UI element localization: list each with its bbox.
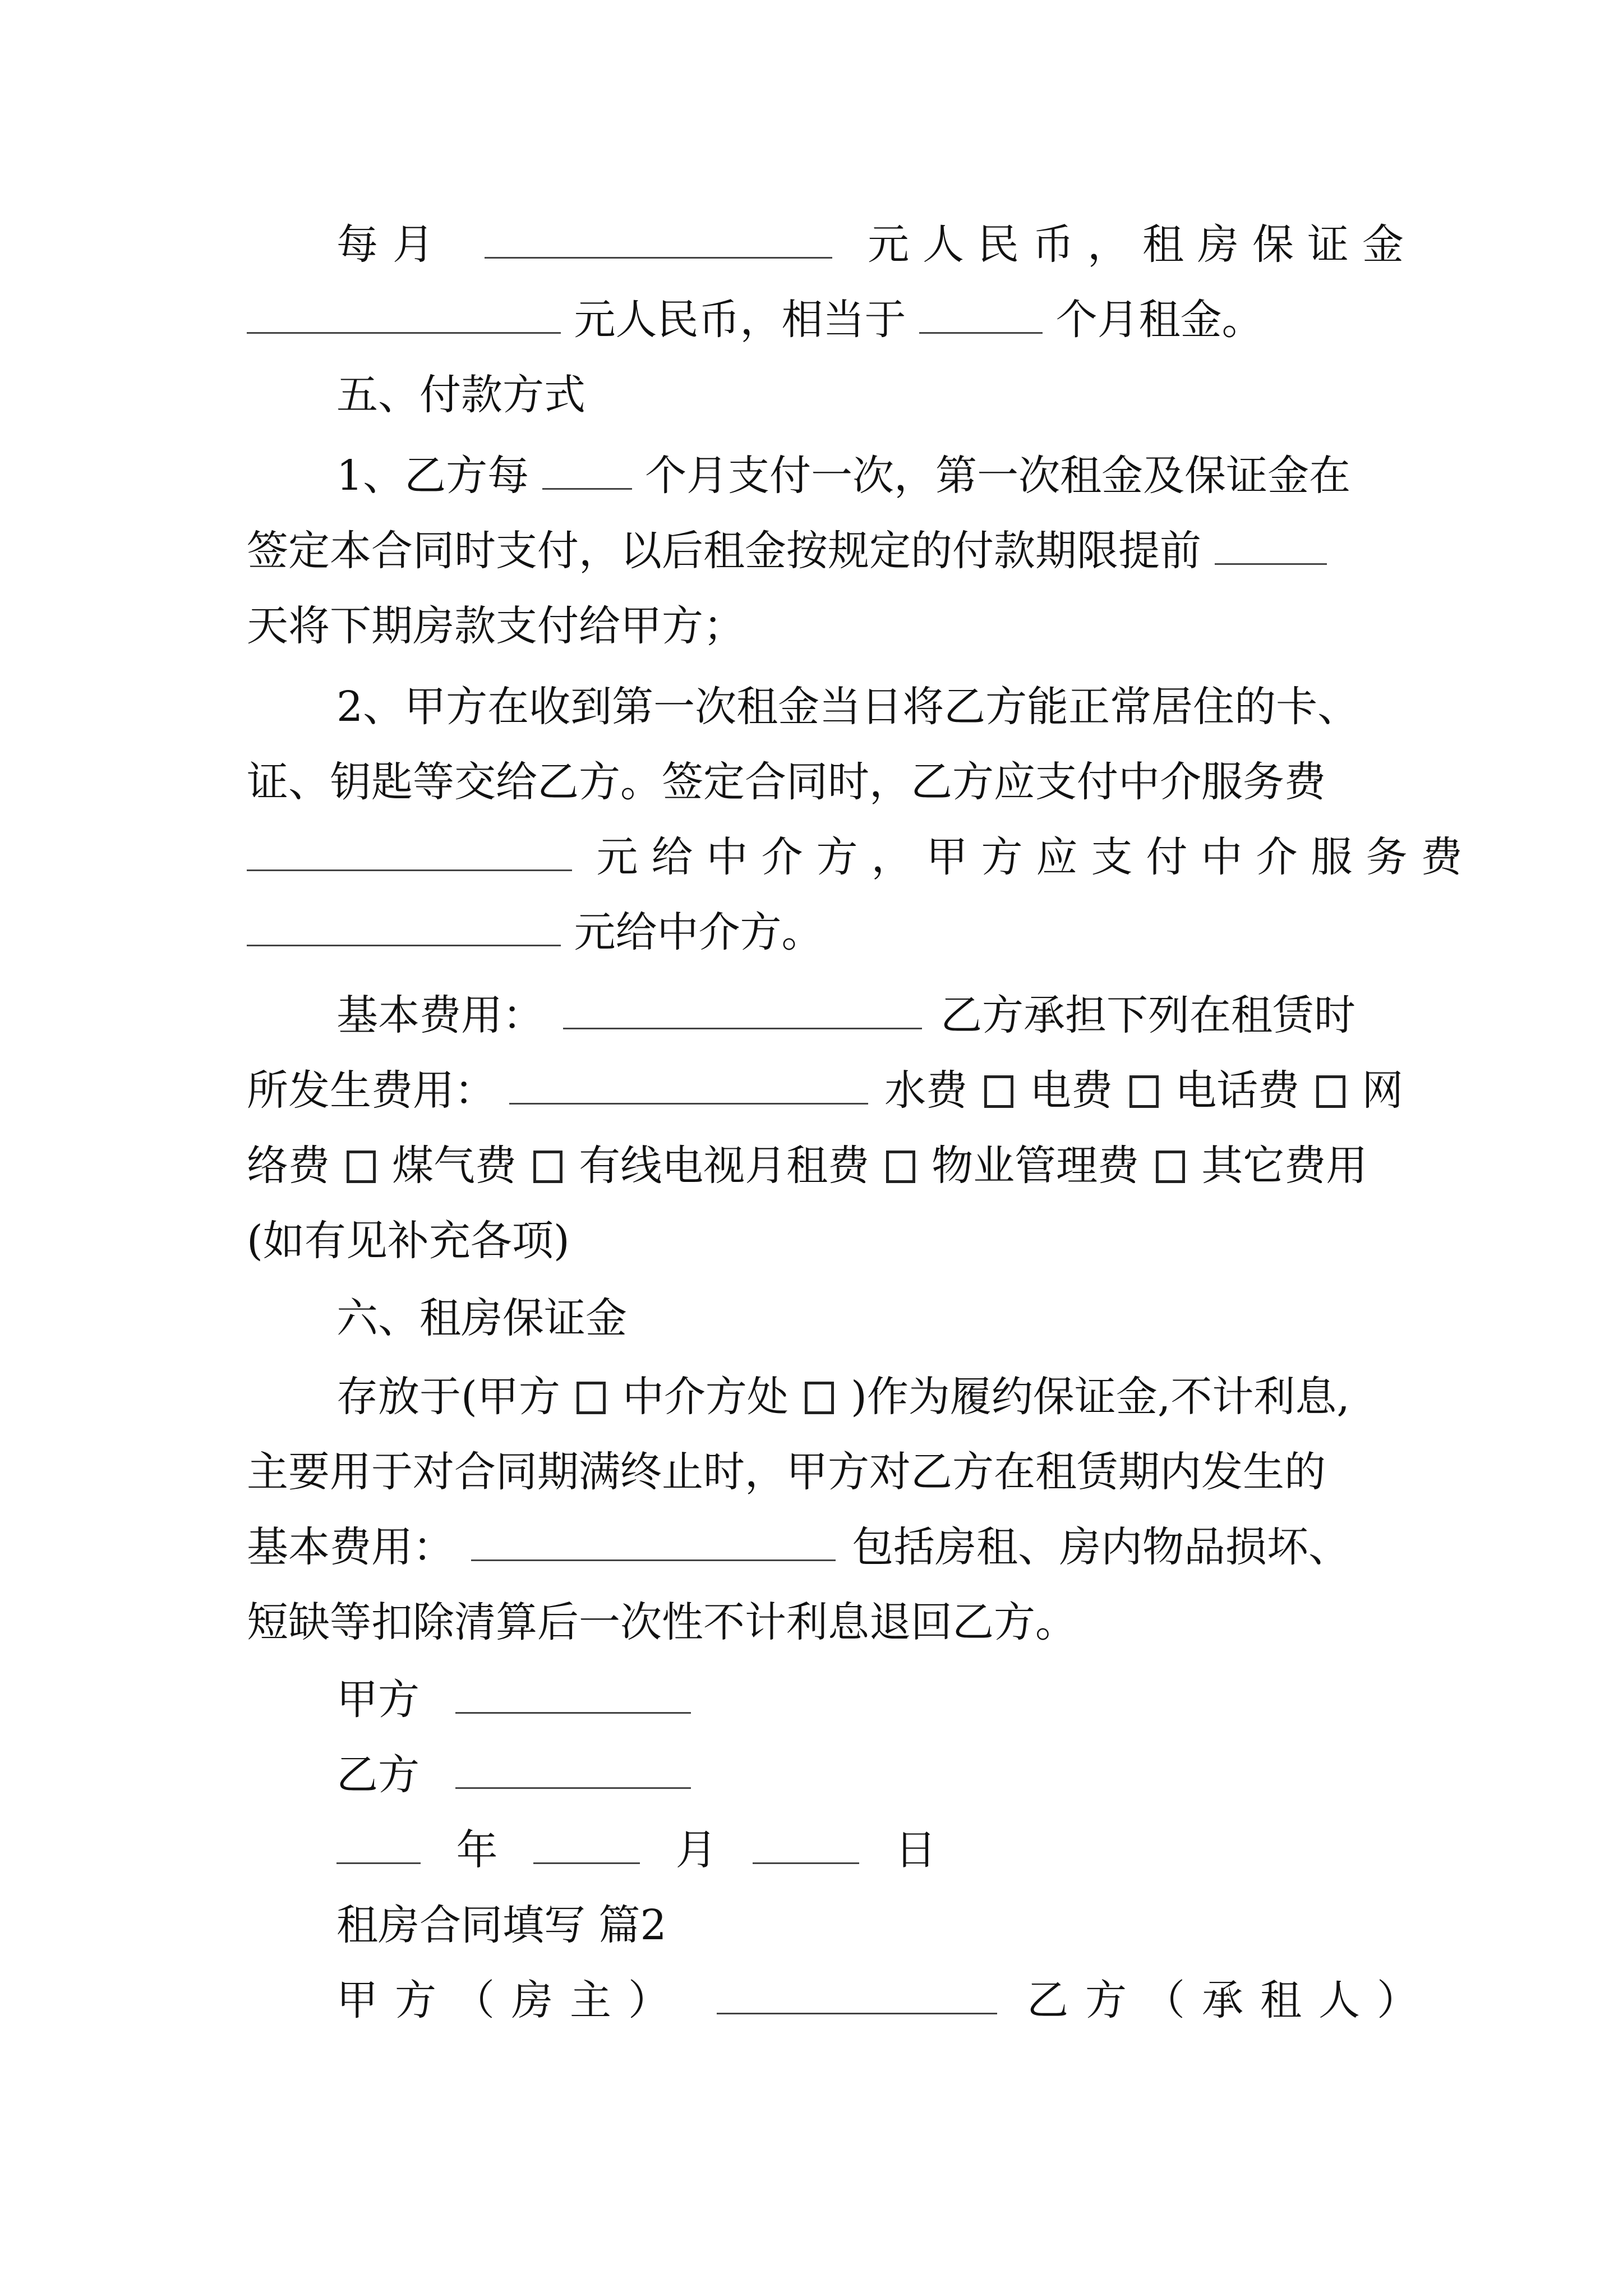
fill-blank-tenant-agency-fee[interactable] (247, 825, 572, 871)
section-heading-payment (336, 356, 1385, 434)
heading-text: 六、租房保证金 (336, 1294, 627, 1342)
text-segment: (如有见补充各项) (247, 1217, 570, 1265)
paragraph-line-deposit-2 (247, 1433, 1385, 1511)
fill-blank-month[interactable] (533, 1818, 640, 1864)
fill-blank-deposit-amount[interactable] (247, 287, 561, 334)
checkbox-cable-tv[interactable] (533, 1151, 562, 1183)
paragraph-line-parties (336, 1961, 1436, 2040)
paragraph-line-deposit (247, 280, 1385, 359)
text-segment: 元给中介方。 (574, 908, 823, 956)
text-segment: 水费 (884, 1066, 968, 1115)
paragraph-line-payment-3 (247, 587, 1385, 665)
text-segment: 电费 (1030, 1066, 1113, 1115)
text-segment: 主要用于对合同期满终止时，甲方对乙方在租赁期内发生的 (247, 1448, 1326, 1496)
checkbox-network[interactable] (1316, 1075, 1345, 1108)
text-segment: 乙方（承租人） (1027, 1976, 1436, 2024)
fill-blank-deposit-fee[interactable] (471, 1515, 836, 1561)
text-segment: 1、乙方每 (336, 452, 529, 500)
fill-blank-party-a-signature[interactable] (455, 1667, 691, 1714)
text-segment: 短缺等扣除清算后一次性不计利息退回乙方。 (247, 1598, 1077, 1646)
paragraph-line-basic-fee-2 (247, 1051, 1404, 1130)
text-segment: 甲方（房主） (336, 1976, 686, 2024)
text-segment: 签定本合同时支付，以后租金按规定的付款期限提前 (247, 527, 1201, 575)
label-party-b: 乙方 (336, 1751, 419, 1799)
text-segment: 存放于(甲方 (336, 1373, 560, 1421)
fill-blank-months[interactable] (919, 287, 1043, 334)
text-segment: 元人民币，租房保证金 (868, 220, 1418, 269)
paragraph-line-fee-1 (247, 818, 1476, 896)
checkbox-other-fees[interactable] (1156, 1151, 1185, 1183)
fill-blank-year[interactable] (336, 1818, 421, 1864)
paragraph-line-payment-2 (247, 512, 1385, 590)
fill-blank-party-b-signature[interactable] (455, 1742, 691, 1789)
text-segment: 元给中介方，甲方应支付中介服务费 (596, 833, 1476, 881)
paragraph-line-payment-1 (336, 436, 1385, 515)
text-segment: 基本费用： (247, 1523, 454, 1571)
paragraph-line-basic-fee-3 (247, 1126, 1385, 1205)
text-segment: 煤气费 (392, 1142, 517, 1190)
text-segment: 个月支付一次，第一次租金及保证金在 (645, 452, 1351, 500)
text-segment: 物业管理费 (932, 1142, 1140, 1190)
text-segment: 络费 (247, 1142, 330, 1190)
fill-blank-basic-fee[interactable] (563, 983, 922, 1029)
fill-blank-day[interactable] (753, 1818, 859, 1864)
checkbox-property-management[interactable] (886, 1151, 915, 1183)
label-month: 月 (675, 1826, 717, 1874)
text-segment: 2、甲方在收到第一次租金当日将乙方能正常居住的卡、 (336, 683, 1359, 731)
text-segment: 中介方处 (622, 1373, 789, 1421)
text-segment: 有线电视月租费 (579, 1142, 870, 1190)
title-text: 租房合同填写 篇2 (336, 1901, 667, 1949)
text-segment: 元人民币，相当于 (574, 296, 906, 344)
text-segment: 证、钥匙等交给乙方。签定合同时，乙方应支付中介服务费 (247, 758, 1326, 806)
text-segment: 个月租金。 (1055, 296, 1264, 344)
text-segment: 包括房租、房内物品损坏、 (852, 1523, 1350, 1571)
fill-blank-pay-months[interactable] (542, 443, 632, 490)
fill-blank-incurred-fee[interactable] (509, 1058, 868, 1105)
heading-text: 五、付款方式 (336, 371, 585, 419)
checkbox-electricity[interactable] (984, 1075, 1013, 1108)
paragraph-line-deposit-3 (247, 1508, 1385, 1586)
text-segment: 电话费 (1175, 1066, 1300, 1115)
text-segment: 所发生费用： (247, 1066, 496, 1115)
fill-blank-advance-days[interactable] (1215, 518, 1327, 565)
section-title-part-2 (336, 1886, 1385, 1964)
paragraph-line-rent (336, 205, 1418, 284)
text-segment: 乙方承担下列在租赁时 (940, 991, 1356, 1039)
paragraph-line-basic-fee-1 (336, 976, 1385, 1055)
fill-blank-rent-amount[interactable] (485, 212, 832, 259)
signature-line-party-a (336, 1660, 1385, 1739)
text-segment: 其它费用 (1201, 1142, 1368, 1190)
paragraph-line-fee-2 (247, 893, 1385, 972)
text-segment: 每月 (336, 220, 449, 269)
signature-line-party-b (336, 1736, 1385, 1814)
paragraph-line-keys-1 (336, 668, 1385, 746)
fill-blank-landlord-name[interactable] (717, 1968, 997, 2014)
paragraph-line-deposit-1 (336, 1358, 1385, 1436)
text-segment: 网 (1362, 1066, 1404, 1115)
date-line (336, 1811, 1385, 1889)
paragraph-line-basic-fee-4 (247, 1202, 1385, 1280)
text-segment: 天将下期房款支付给甲方； (247, 602, 745, 650)
text-segment: 基本费用： (336, 991, 544, 1039)
checkbox-agency-holds[interactable] (805, 1382, 834, 1414)
fill-blank-landlord-agency-fee[interactable] (247, 900, 561, 946)
section-heading-deposit (336, 1279, 1385, 1358)
checkbox-landlord-holds[interactable] (577, 1382, 606, 1414)
text-segment: )作为履约保证金,不计利息, (851, 1373, 1350, 1421)
label-day: 日 (895, 1826, 937, 1874)
paragraph-line-keys-2 (247, 743, 1385, 821)
label-party-a: 甲方 (336, 1676, 419, 1724)
checkbox-gas[interactable] (347, 1151, 376, 1183)
paragraph-line-deposit-4 (247, 1583, 1385, 1662)
checkbox-telephone[interactable] (1129, 1075, 1159, 1108)
label-year: 年 (456, 1826, 498, 1874)
